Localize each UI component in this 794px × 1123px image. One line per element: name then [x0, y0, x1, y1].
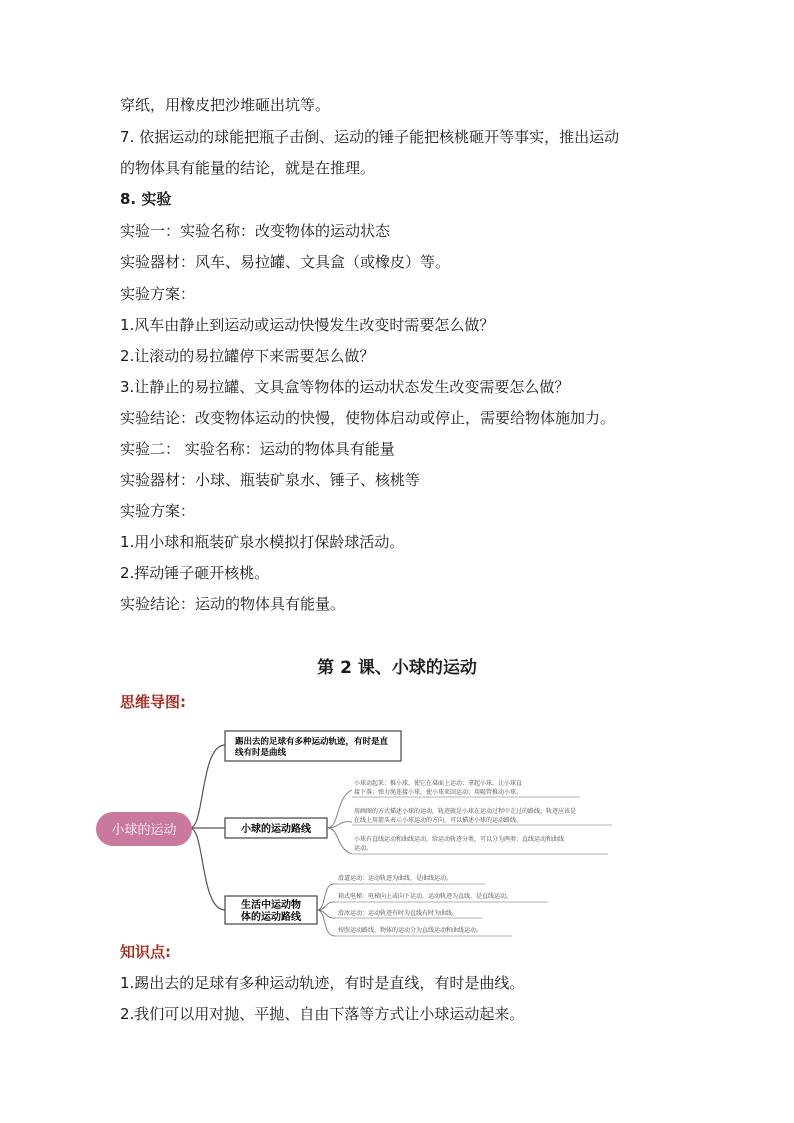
text-line: 2.让滚动的易拉罐停下来需要怎么做？: [120, 347, 375, 365]
text-line: 实验一：实验名称：改变物体的运动状态: [120, 222, 391, 240]
mind-map: [90, 720, 630, 942]
text-line: 实验器材：小球、瓶装矿泉水、锤子、核桃等: [120, 471, 421, 489]
branch-label: 体的运动路线: [241, 912, 301, 923]
text-line: 穿纸，用橡皮把沙堆砸出坑等。: [120, 96, 331, 114]
text-line: 实验方案：: [120, 502, 196, 520]
mindmap-root-label: 小球的运动: [111, 823, 177, 838]
leaf-text: 用画图的方式描述小球的运动，轨迹就是小球在运动过程中走过的路线，轨迹应该是: [354, 808, 577, 815]
branch-label: 线有时是曲线: [235, 748, 287, 758]
leaf-text: 运动。: [354, 845, 373, 852]
text-line: 实验结论：改变物体运动的快慢，使物体启动或停止，需要给物体施加力。: [120, 409, 616, 427]
text-line: 实验方案：: [120, 285, 196, 303]
leaf-text: 滑冰运动：运动轨迹有时为直线有时为曲线。: [338, 910, 459, 917]
text-line: 1.用小球和瓶装矿泉水模拟打保龄球活动。: [120, 533, 405, 551]
leaf-text: 滑道运动：运动轨迹为曲线，是曲线运动。: [338, 875, 453, 882]
section-heading: 8. 实验: [120, 190, 172, 208]
branch-label: 小球的运动路线: [241, 824, 311, 835]
text-line: 2.挥动锤子砸开核桃。: [120, 564, 270, 582]
leaf-text: 箱式电梯：电梯向上或向下运动，运动轨迹为直线，是直线运动。: [338, 893, 513, 900]
text-line: 3.让静止的易拉罐、文具盒等物体的运动状态发生改变需要怎么做？: [120, 378, 570, 396]
connector: [190, 745, 225, 828]
leaf-text: 接下落；弹力绳连接小球，使小球来回运动；用吸管推动小球。: [354, 789, 523, 796]
knowledge-item: 2.我们可以用对抛、平抛、自由下落等方式让小球运动起来。: [120, 1005, 525, 1023]
text-line: 7. 依据运动的球能把瓶子击倒、运动的锤子能把核桃砸开等事实，推出运动: [120, 128, 620, 146]
branch-label: 踢出去的足球有多种运动轨迹，有时是直: [235, 737, 389, 747]
text-line: 实验结论：运动的物体具有能量。: [120, 595, 346, 613]
knowledge-heading: 知识点:: [120, 943, 171, 961]
leaf-text: 按照运动路线，物体的运动分为直线运动和曲线运动。: [338, 927, 483, 934]
connector: [327, 790, 352, 828]
text-line: 1.风车由静止到运动或运动快慢发生改变时需要怎么做？: [120, 316, 495, 334]
branch-label: 生活中运动物: [241, 900, 301, 911]
text-line: 实验二： 实验名称：运动的物体具有能量: [120, 440, 395, 458]
leaf-text: 在线上用箭头表示小球运动的方向，可以描述小球的运动路线。: [354, 817, 523, 824]
text-line: 的物体具有能量的结论，就是在推理。: [120, 159, 376, 177]
leaf-text: 小球有直线运动和曲线运动。给运动轨迹分类，可以分为两类：直线运动和曲线: [354, 836, 565, 843]
lesson-title: 第 2 课、小球的运动: [317, 658, 477, 678]
text-line: 实验器材：风车、易拉罐、文具盒（或橡皮）等。: [120, 253, 451, 271]
knowledge-item: 1.踢出去的足球有多种运动轨迹，有时是直线，有时是曲线。: [120, 974, 525, 992]
connector: [327, 828, 352, 854]
mindmap-heading: 思维导图:: [120, 693, 186, 711]
connector: [190, 828, 225, 910]
leaf-text: 小球动起来：推小球，使它在桌面上运动；拿起小球，让小球直: [354, 780, 523, 787]
